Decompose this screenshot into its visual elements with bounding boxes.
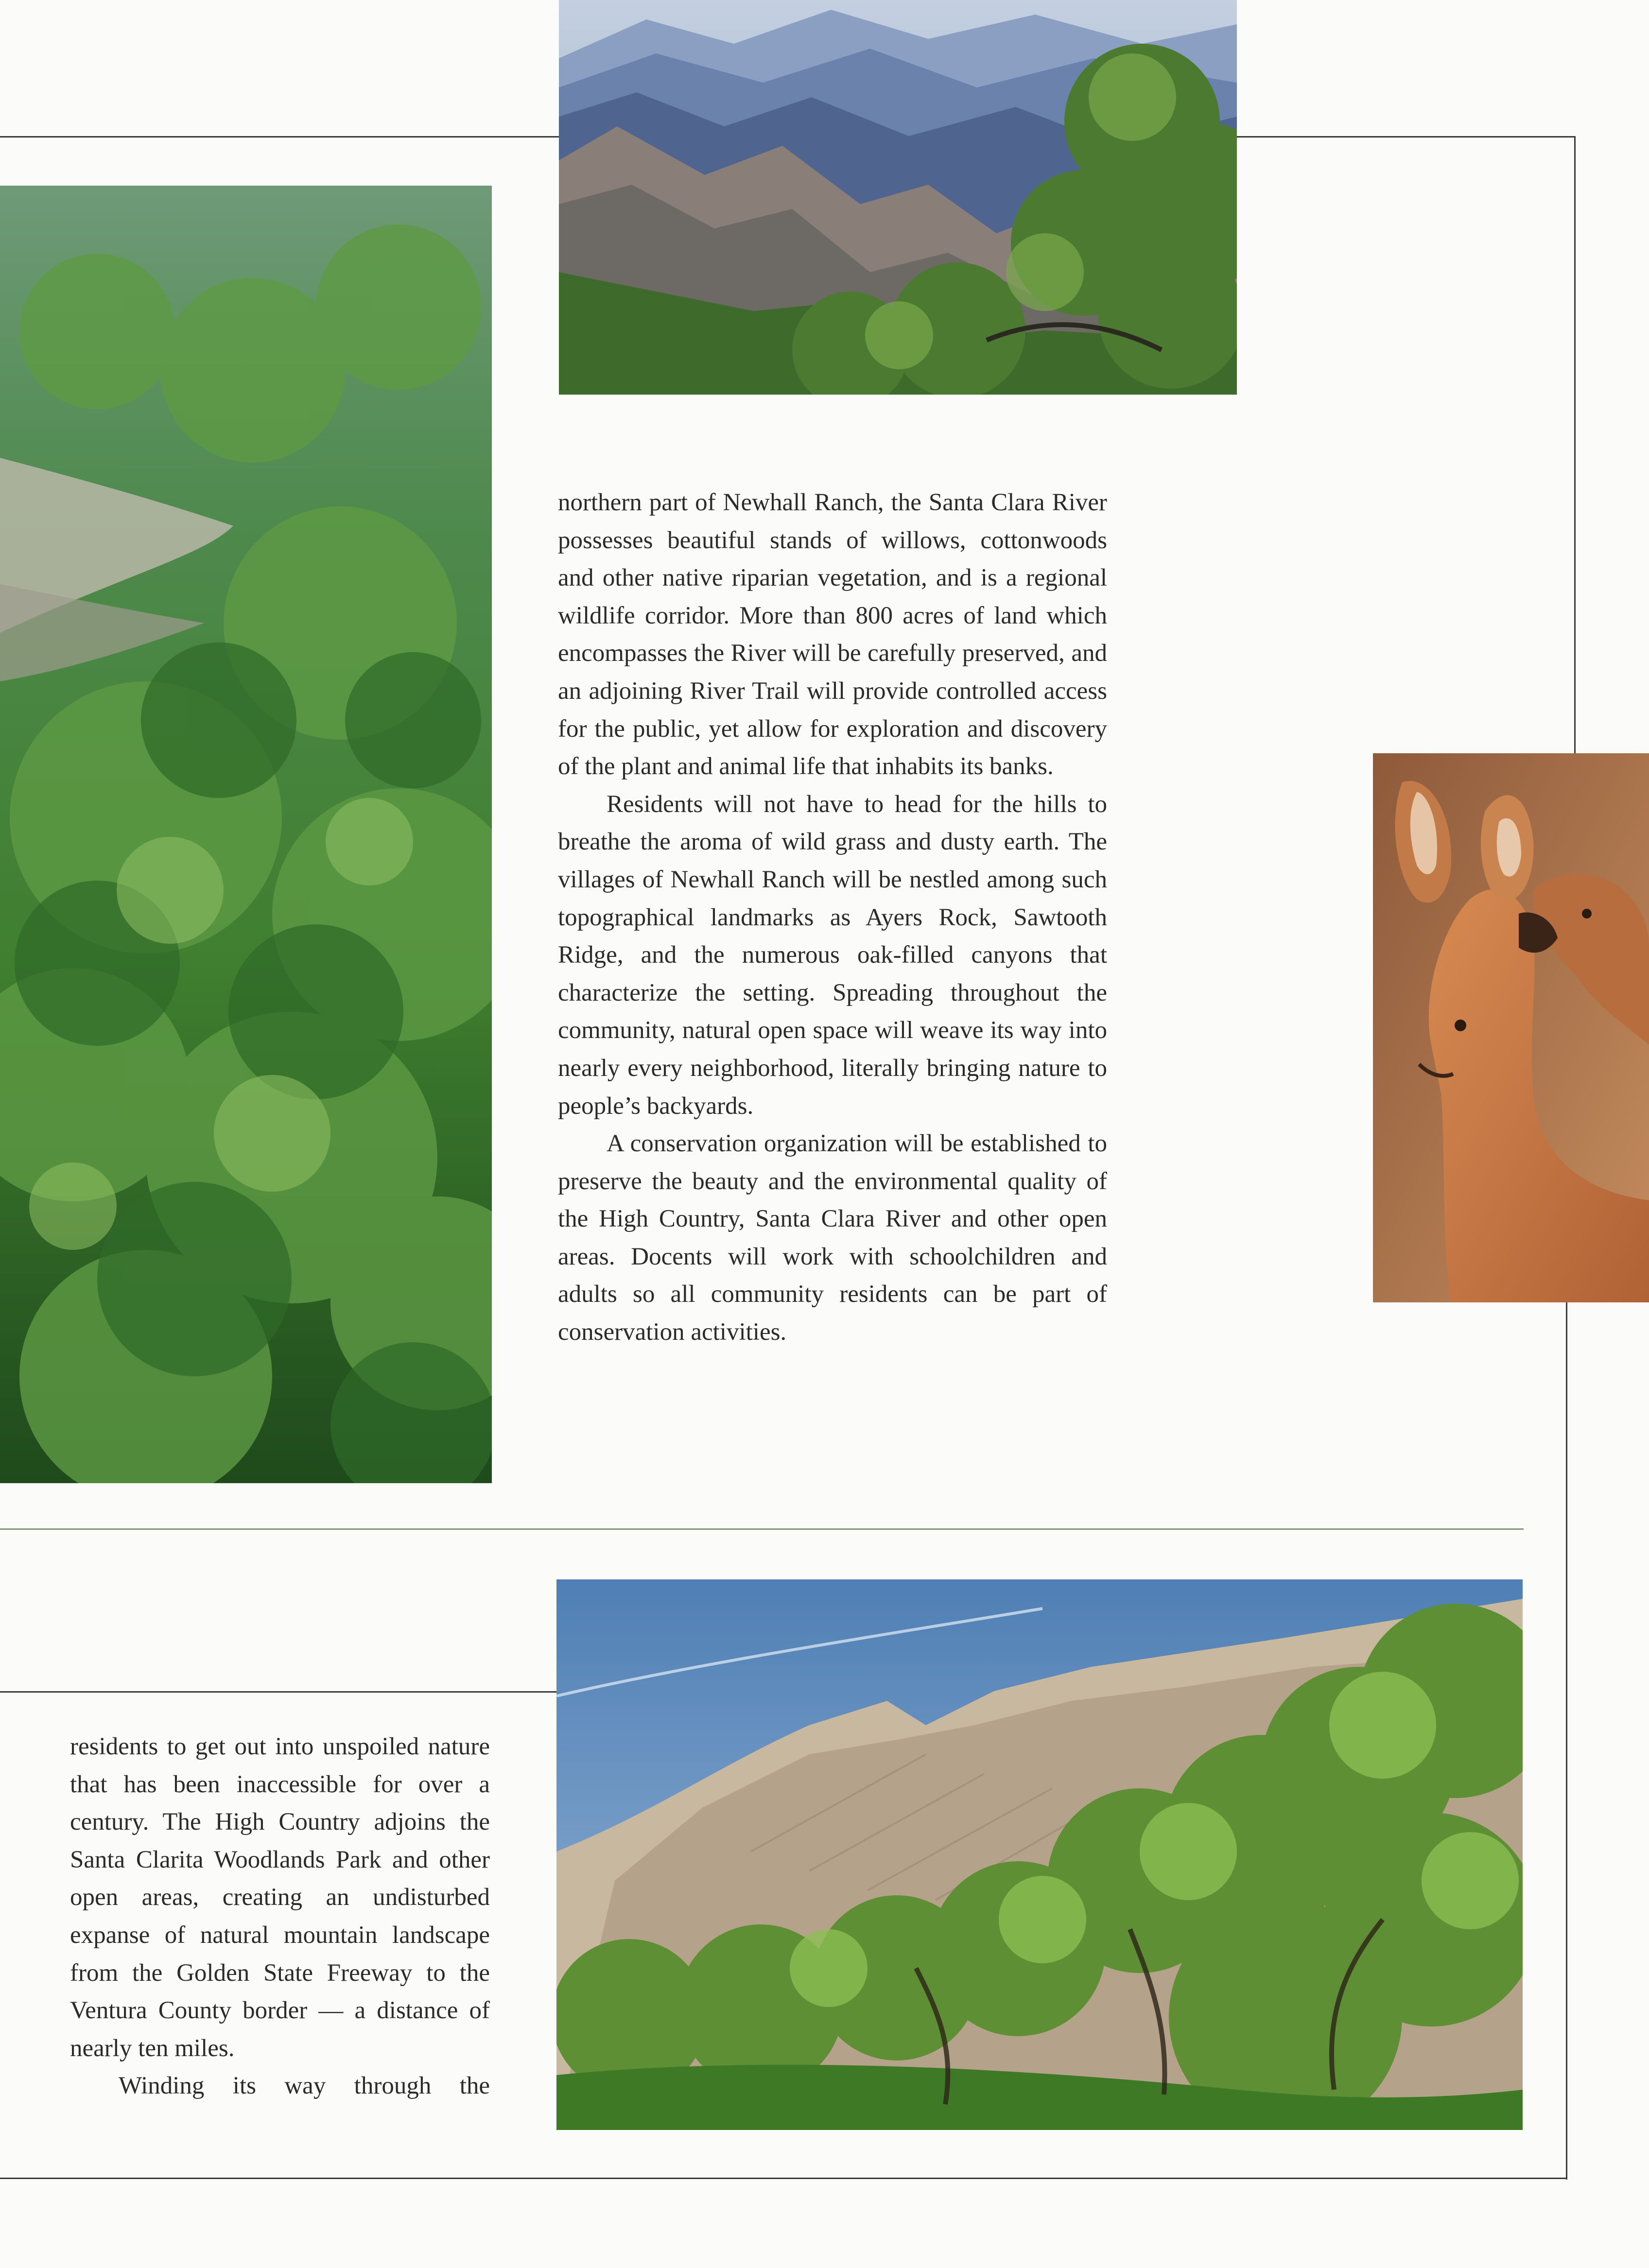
lower-left-rule <box>0 1691 556 1693</box>
antelope-photo <box>1373 753 1649 1302</box>
middle-divider-rule <box>0 1528 1524 1530</box>
top-left-rule <box>0 136 559 138</box>
river-woodland-photo <box>0 186 492 1483</box>
main-text-column <box>558 484 1107 1351</box>
paragraph-conservation: A conservation organization will be established to preserve the beauty and the environmental quality of the High Country, Santa Clara River and other open areas. Docents will work with schoolchildren and adults so all community residents can be part of conservation activities. <box>558 1130 1107 1346</box>
right-frame-upper <box>1574 136 1576 753</box>
top-right-rule <box>1237 136 1576 138</box>
bottom-rule <box>0 2178 1567 2179</box>
paragraph-villages: Residents will not have to head for the hills to breathe the aroma of wild grass and dusty earth. The villages of Newhall Ranch will be nestled among such topographical landmarks as Ayers Rock, Sawtooth Ridge, and the numerous oak-filled canyons that characterize the setting. Spreading throughout the community, natural open space will weave its way into nearly every neighborhood, literally bringing nature to people’s backyards. <box>558 790 1107 1120</box>
lower-text-column <box>70 1728 490 2105</box>
right-frame-lower <box>1566 1302 1567 2180</box>
paragraph-river: northern part of Newhall Ranch, the Santa Clara River possesses beautiful stands of willows, cottonwoods and other native riparian vegetation, and is a regional wildlife corridor. More than 800 acres of land which encompasses the River will be carefully preserved, and an adjoining River Trail will provide controlled access for the public, yet allow for exploration and discovery of the plant and animal life that inhabits its banks. <box>558 489 1107 780</box>
sandstone-ridge-oaks-photo <box>556 1579 1523 2130</box>
mountain-ridges-photo <box>559 0 1237 395</box>
paragraph-high-country: residents to get out into unspoiled nature that has been inaccessible for over a century. The High Country adjoins the Santa Clarita Woodlands Park and other open areas, creating an undisturbed expanse of natural mountain landscape from the Golden State Freeway to the Ventura County border — a distance of nearly ten miles. <box>70 1733 490 2062</box>
paragraph-winding: Winding its way through the <box>119 2072 490 2100</box>
